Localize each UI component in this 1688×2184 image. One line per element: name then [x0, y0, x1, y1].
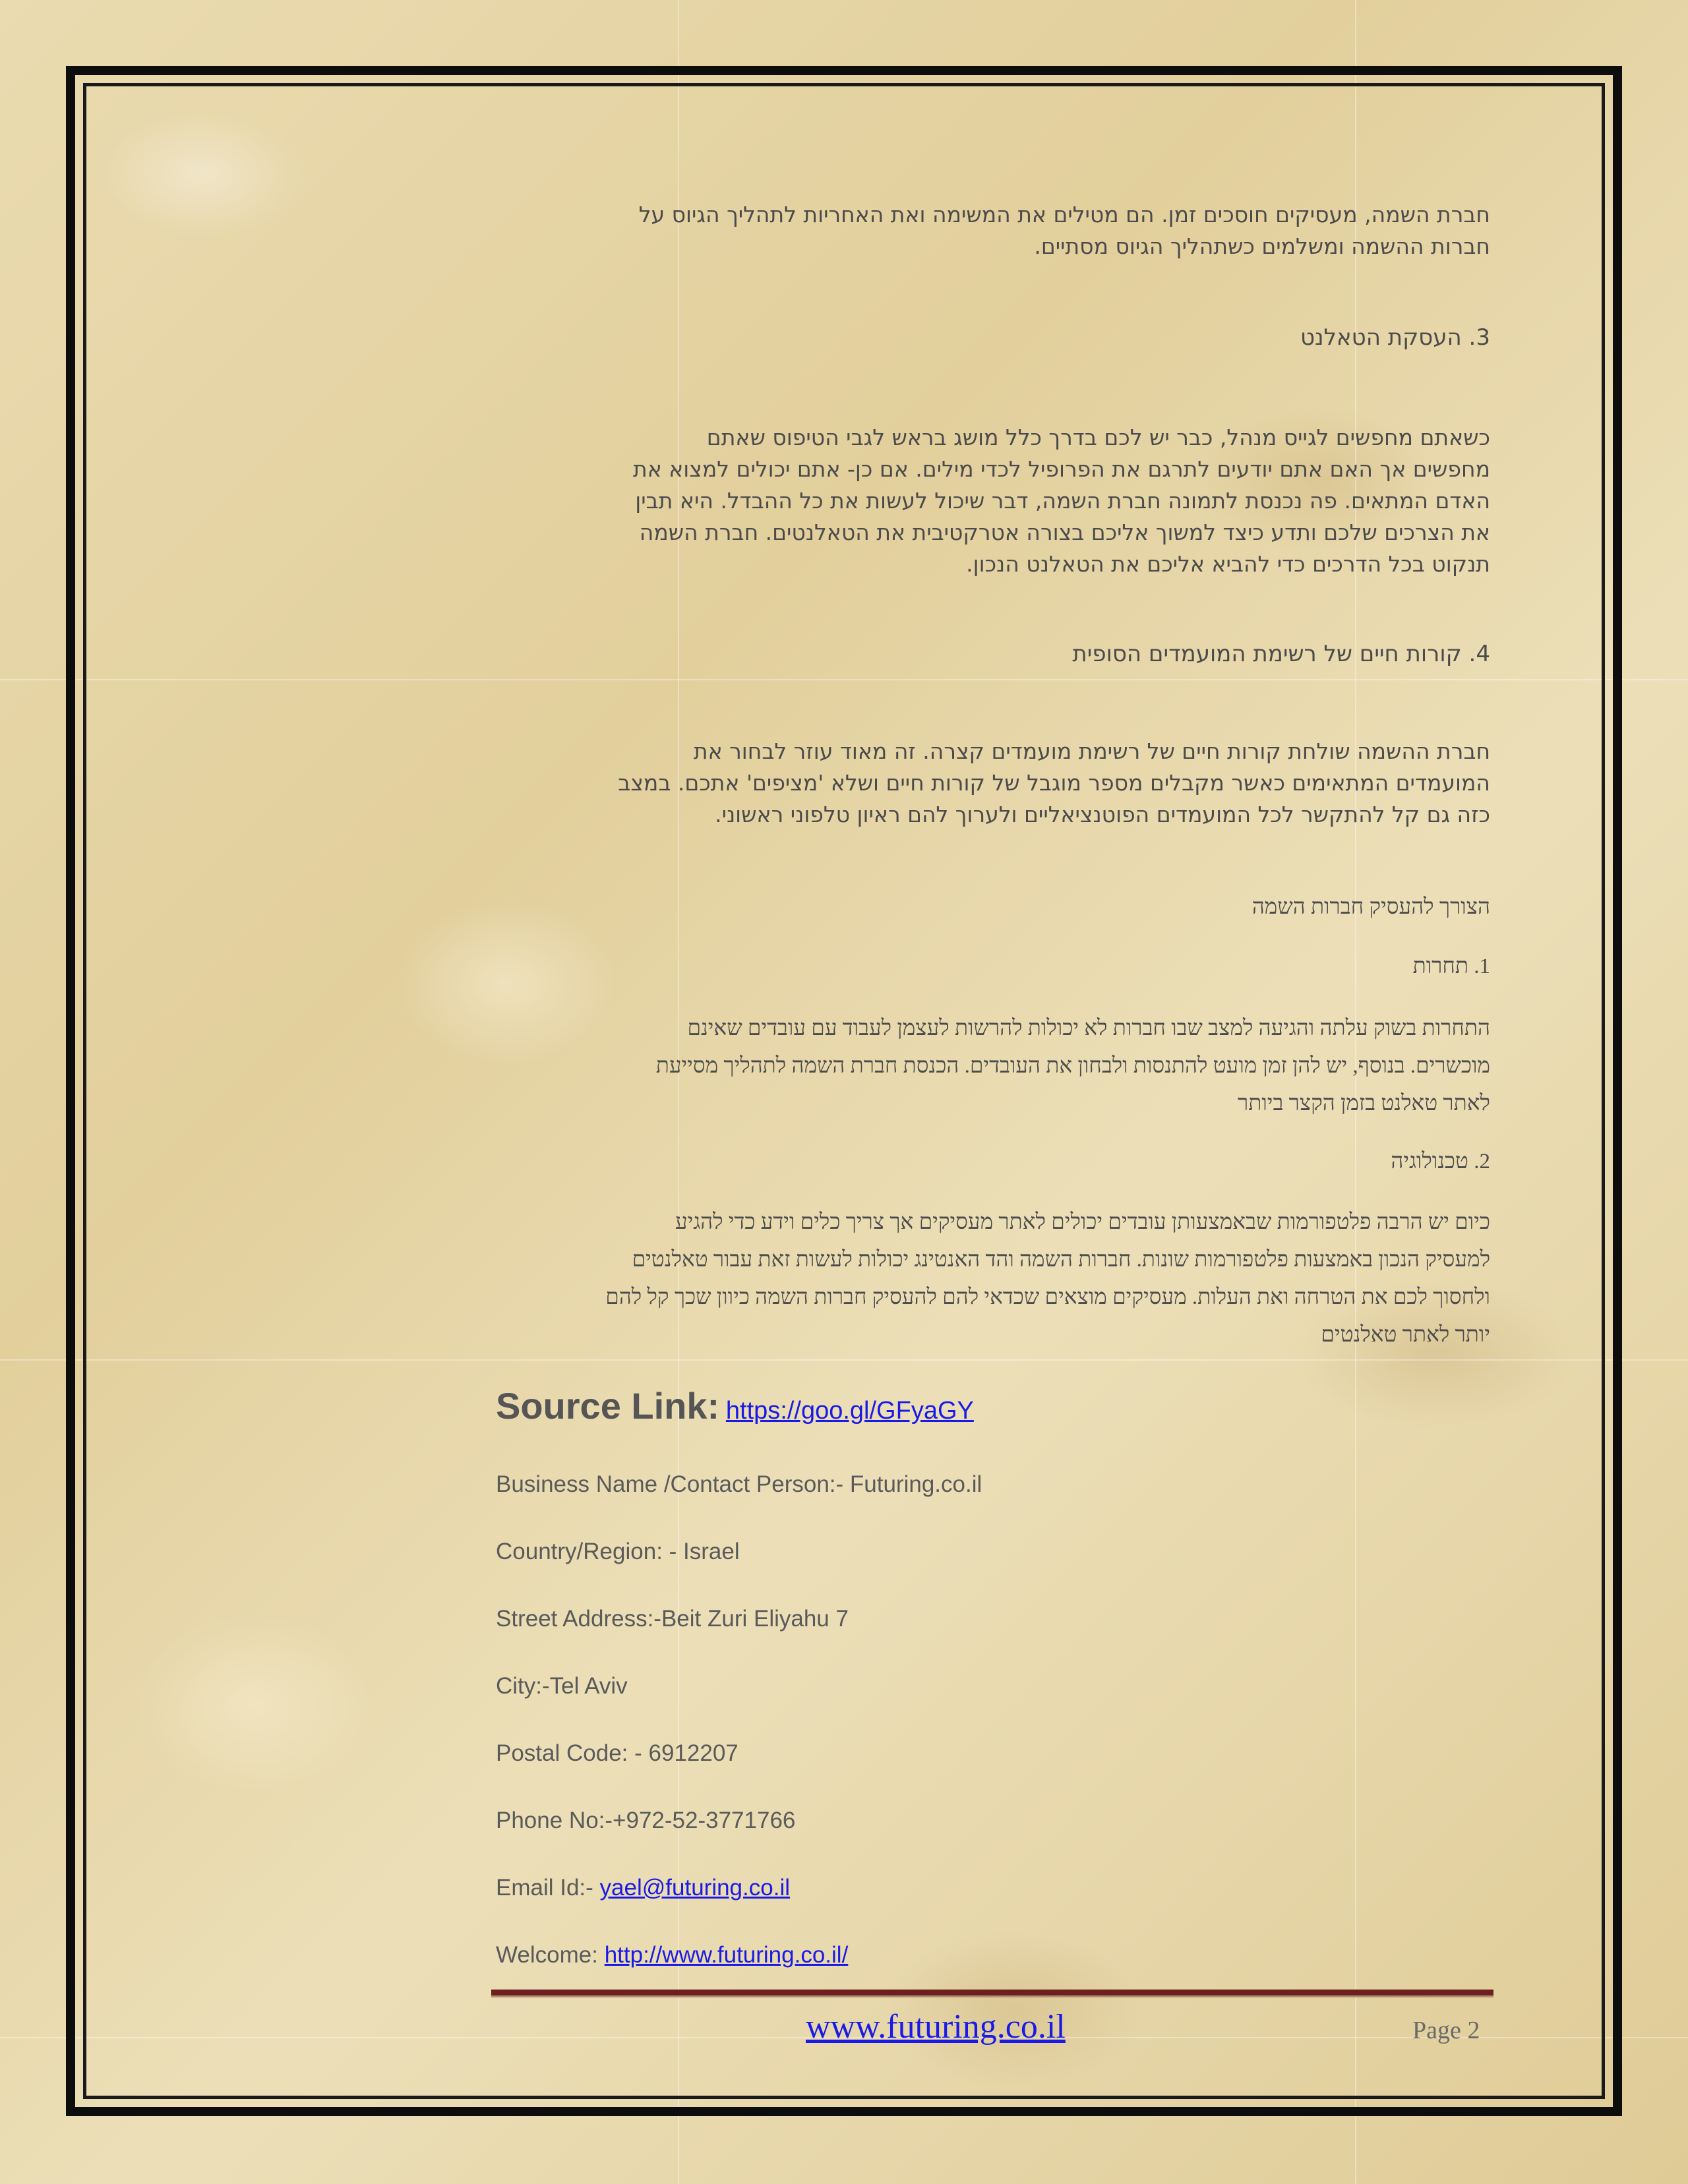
city: City:-Tel Aviv	[496, 1673, 628, 1699]
email-row	[496, 1875, 790, 1901]
postal-code: Postal Code: - 6912207	[496, 1740, 738, 1766]
source-link-label: Source Link:	[496, 1385, 720, 1427]
source-link-row	[496, 1384, 974, 1427]
text-line: כזה גם קל להתקשר לכל המועמדים הפוטנציאליים ולערוך להם ראיון טלפוני ראשוני.	[715, 802, 1490, 827]
welcome-link[interactable]: http://www.futuring.co.il/	[604, 1942, 849, 1968]
text-line: מחפשים אך האם אתם יודעים לתרגם את הפרופיל לכדי מילים. אם כן- אתם יכולים למצוא את	[633, 456, 1490, 482]
text-line: ולחסוך לכם את הטרחה ואת העלות. מעסיקים מוצאים שכדאי להם להעסיק חברות השמה כיוון שכך קל להם	[605, 1285, 1490, 1309]
phone-number: Phone No:-+972-52-3771766	[496, 1808, 796, 1833]
section3-paragraph	[633, 422, 1490, 580]
business-name: Business Name /Contact Person:- Futuring.co.il	[496, 1471, 982, 1497]
text-line: חברת השמה, מעסיקים חוסכים זמן. הם מטילים את המשימה ואת האחריות לתהליך הגיוס על	[638, 202, 1490, 227]
text-line: מוכשרים. בנוסף, יש להן זמן מועט להתנסות ולבחון את העובדים. הכנסת חברת השמה לתהליך מסייעת	[655, 1054, 1490, 1078]
street-address: Street Address:-Beit Zuri Eliyahu 7	[496, 1606, 849, 1632]
technology-title: 2. טכנולוגיה	[1391, 1150, 1490, 1173]
text-line: תנקוט בכל הדרכים כדי להביא אליכם את הטאלנט הנכון.	[966, 551, 1490, 577]
section3-title: 3. העסקת הטאלנט	[1300, 324, 1490, 351]
intro-paragraph	[639, 199, 1490, 262]
text-line: התחרות בשוק עלתה והגיעה למצב שבו חברות לא יכולות להרשות לעצמן לעבוד עם עובדים שאינם	[687, 1017, 1490, 1040]
section4-paragraph	[618, 736, 1490, 831]
need-title: הצורך להעסיק חברות השמה	[1251, 895, 1490, 919]
text-line: המועמדים המתאימים כאשר מקבלים מספר מוגבל של קורות חיים ושלא 'מציפים' אתכם. במצב	[618, 770, 1490, 796]
welcome-label: Welcome:	[496, 1942, 598, 1968]
email-link[interactable]: yael@futuring.co.il	[599, 1875, 790, 1901]
footer-site-link[interactable]: www.futuring.co.il	[806, 2008, 1066, 2046]
text-line: כשאתם מחפשים לגייס מנהל, כבר יש לכם בדרך כלל מושג בראש לגבי הטיפוס שאתם	[706, 425, 1490, 450]
technology-paragraph	[605, 1204, 1490, 1354]
section4-title: 4. קורות חיים של רשימת המועמדים הסופית	[1072, 641, 1490, 667]
welcome-row	[496, 1942, 848, 1968]
source-link[interactable]: https://goo.gl/GFyaGY	[725, 1397, 974, 1425]
text-line: לאתר טאלנט בזמן הקצר ביותר	[1238, 1092, 1490, 1115]
text-line: כיום יש הרבה פלטפורמות שבאמצעותן עובדים יכולים לאתר מעסיקים אך צריך כלים וידע כדי להגיע	[675, 1210, 1490, 1234]
text-line: האדם המתאים. פה נכנסת לתמונה חברת השמה, דבר שיכול לעשות את כל ההבדל. היא תבין	[635, 488, 1490, 514]
text-line: חברת ההשמה שולחת קורות חיים של רשימת מועמדים קצרה. זה מאוד עוזר לבחור את	[693, 738, 1490, 764]
country-region: Country/Region: - Israel	[496, 1539, 740, 1564]
text-line: את הצרכים שלכם ותדע כיצד למשוך אליכם בצורה אטרקטיבית את הטאלנטים. חברת השמה	[639, 519, 1490, 545]
competition-paragraph	[656, 1010, 1490, 1123]
footer-rule	[491, 1990, 1493, 1997]
email-label: Email Id:-	[496, 1875, 593, 1901]
text-line: חברות ההשמה ומשלמים כשתהליך הגיוס מסתיים.	[1034, 233, 1490, 259]
competition-title: 1. תחרות	[1412, 955, 1490, 978]
text-line: למעסיק הנכון באמצעות פלטפורמות שונות. חברות השמה והד האנטינג יכולות לעשות זאת עבור טאלנטים	[632, 1248, 1490, 1272]
page-number: Page 2	[1412, 2017, 1480, 2044]
text-line: יותר לאתר טאלנטים	[1321, 1323, 1490, 1347]
